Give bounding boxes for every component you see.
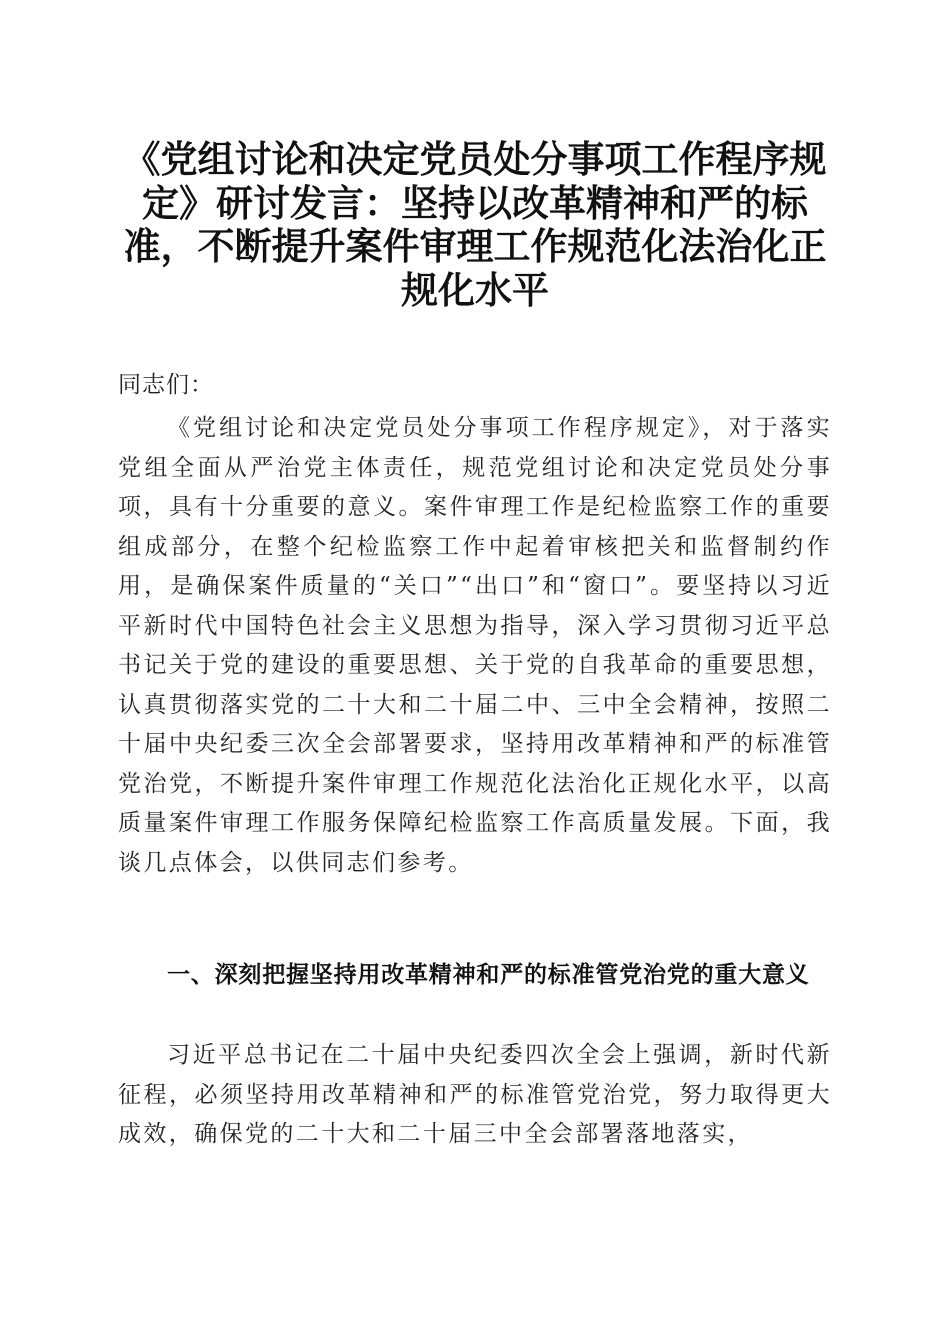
document-title: 《党组讨论和决定党员处分事项工作程序规定》研讨发言：坚持以改革精神和严的标准，不断提升案件审理工作规范化法治化正规化水平 <box>123 138 827 312</box>
body-paragraph: 习近平总书记在二十届中央纪委四次全会上强调，新时代新征程，必须坚持用改革精神和严的标准管党治党，努力取得更大成效，确保党的二十大和二十届三中全会部署落地落实， <box>118 1042 832 1147</box>
salutation: 同志们： <box>118 372 214 398</box>
body-paragraph: 《党组讨论和决定党员处分事项工作程序规定》，对于落实党组全面从严治党主体责任，规范党组讨论和决定党员处分事项，具有十分重要的意义。案件审理工作是纪检监察工作的重要组成部分，在整个纪检监察工作中起着审核把关和监督制约作用，是确保案件质量的“关口”“出口”和“窗口”。要坚持以习近平新时代中国特色社会主义思想为指导，深入学习贯彻习近平总书记关于党的建设的重要思想、关于党的自我革命的重要思想，认真贯彻落实党的二十大和二十届二中、三中全会精神，按照二十届中央纪委三次全会部署要求，坚持用改革精神和严的标准管党治党，不断提升案件审理工作规范化法治化正规化水平，以高质量案件审理工作服务保障纪检监察工作高质量发展。下面，我谈几点体会，以供同志们参考。 <box>118 415 832 876</box>
section-heading: 一、深刻把握坚持用改革精神和严的标准管党治党的重大意义 <box>167 962 810 988</box>
